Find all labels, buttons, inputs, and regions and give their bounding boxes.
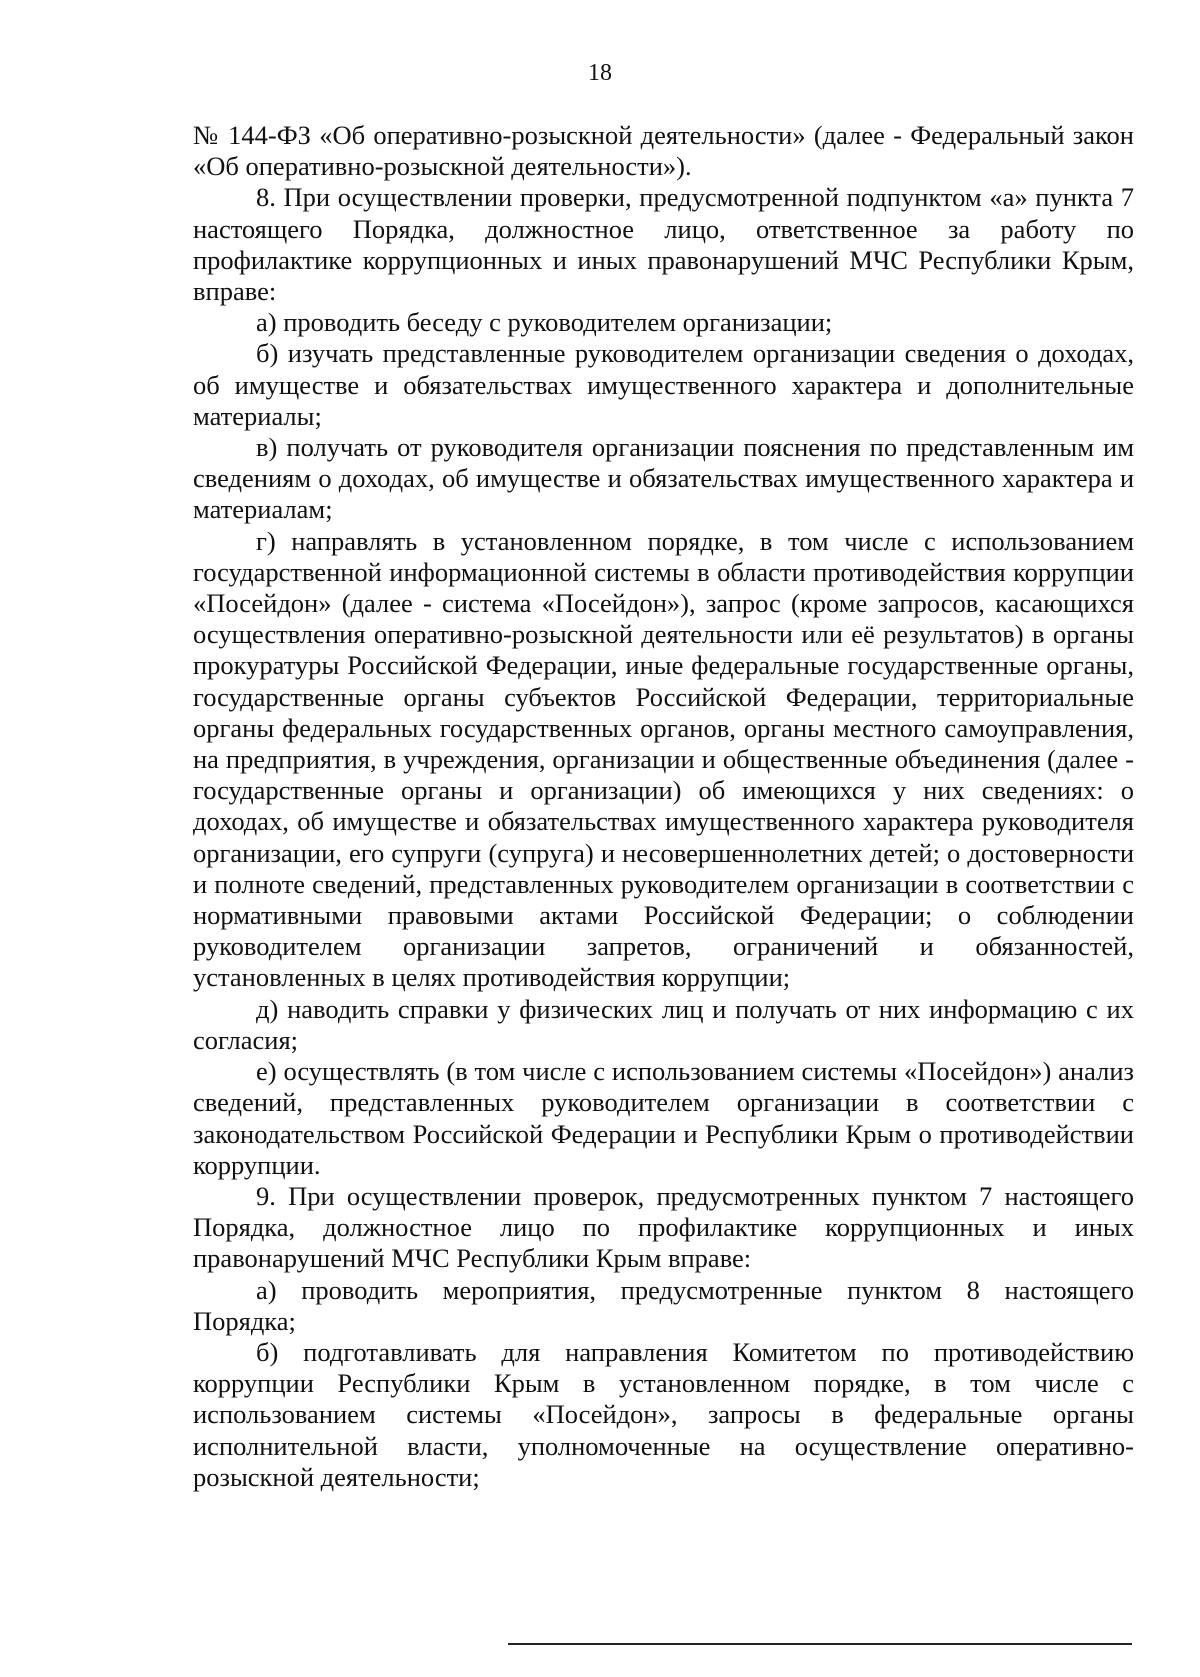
paragraph-item-8b: б) изучать представленные руководителем организации сведения о доходах, об имуществе и обязательствах имущественного характера и дополнительные материалы; [193,338,1134,431]
paragraph-item-8v: в) получать от руководителя организации пояснения по представленным им сведениям о доходах, об имуществе и обязательствах имущественного характера и материалам; [193,432,1134,525]
page-number: 18 [588,60,612,86]
paragraph-item-8a: а) проводить беседу с руководителем организации; [256,307,833,338]
paragraph-item-8g: г) направлять в установленном порядке, в том числе с использованием государственной информационной системы в области противодействия коррупции «Посейдон» (далее - система «Посейдон»), запрос (кроме запросов, касающихся осуществления оперативно-розыскной деятельности или её результатов) в органы прокуратуры Российской Федерации, иные федеральные государственные органы, государственные органы субъектов Российской Федерации, территориальные органы федеральных государственных органов, органы местного самоуправления, на предприятия, в учреждения, организации и общественные объединения (далее - государственные органы и организации) об имеющихся у них сведениях: о доходах, об имуществе и обязательствах имущественного характера руководителя организации, его супруги (супруга) и несовершеннолетних детей; о достоверности и полноте сведений, представленных руководителем организации в соответствии с нормативными правовыми актами Российской Федерации; о соблюдении руководителем организации запретов, ограничений и обязанностей, установленных в целях противодействия коррупции; [193,525,1134,993]
paragraph-item-9a: а) проводить мероприятия, предусмотренные пунктом 8 настоящего Порядка; [193,1274,1134,1336]
footer-divider-line [508,1643,1132,1645]
paragraph-item-9: 9. При осуществлении проверок, предусмотренных пунктом 7 настоящего Порядка, должностное лицо по профилактике коррупционных и иных правонарушений МЧС Республики Крым вправе: [193,1180,1134,1274]
paragraph-federal-law-ref: № 144-ФЗ «Об оперативно-розыскной деятельности» (далее - Федеральный закон «Об оперативно-розыскной деятельности»). [193,120,1134,182]
paragraph-item-8: 8. При осуществлении проверки, предусмотренной подпунктом «а» пункта 7 настоящего Порядка, должностное лицо, ответственное за работу по профилактике коррупционных и иных правонарушений МЧС Республики Крым, вправе: [193,182,1134,307]
paragraph-item-9b: б) подготавливать для направления Комитетом по противодействию коррупции Республики Крым в установленном порядке, в том числе с использованием системы «Посейдон», запросы в федеральные органы исполнительной власти, уполномоченные на осуществление оперативно-розыскной деятельности; [193,1336,1134,1492]
paragraph-item-8d: д) наводить справки у физических лиц и получать от них информацию с их согласия; [193,993,1134,1055]
paragraph-item-8e: е) осуществлять (в том числе с использованием системы «Посейдон») анализ сведений, представленных руководителем организации в соответствии с законодательством Российской Федерации и Республики Крым о противодействии коррупции. [193,1056,1134,1180]
document-body [193,120,1134,1493]
